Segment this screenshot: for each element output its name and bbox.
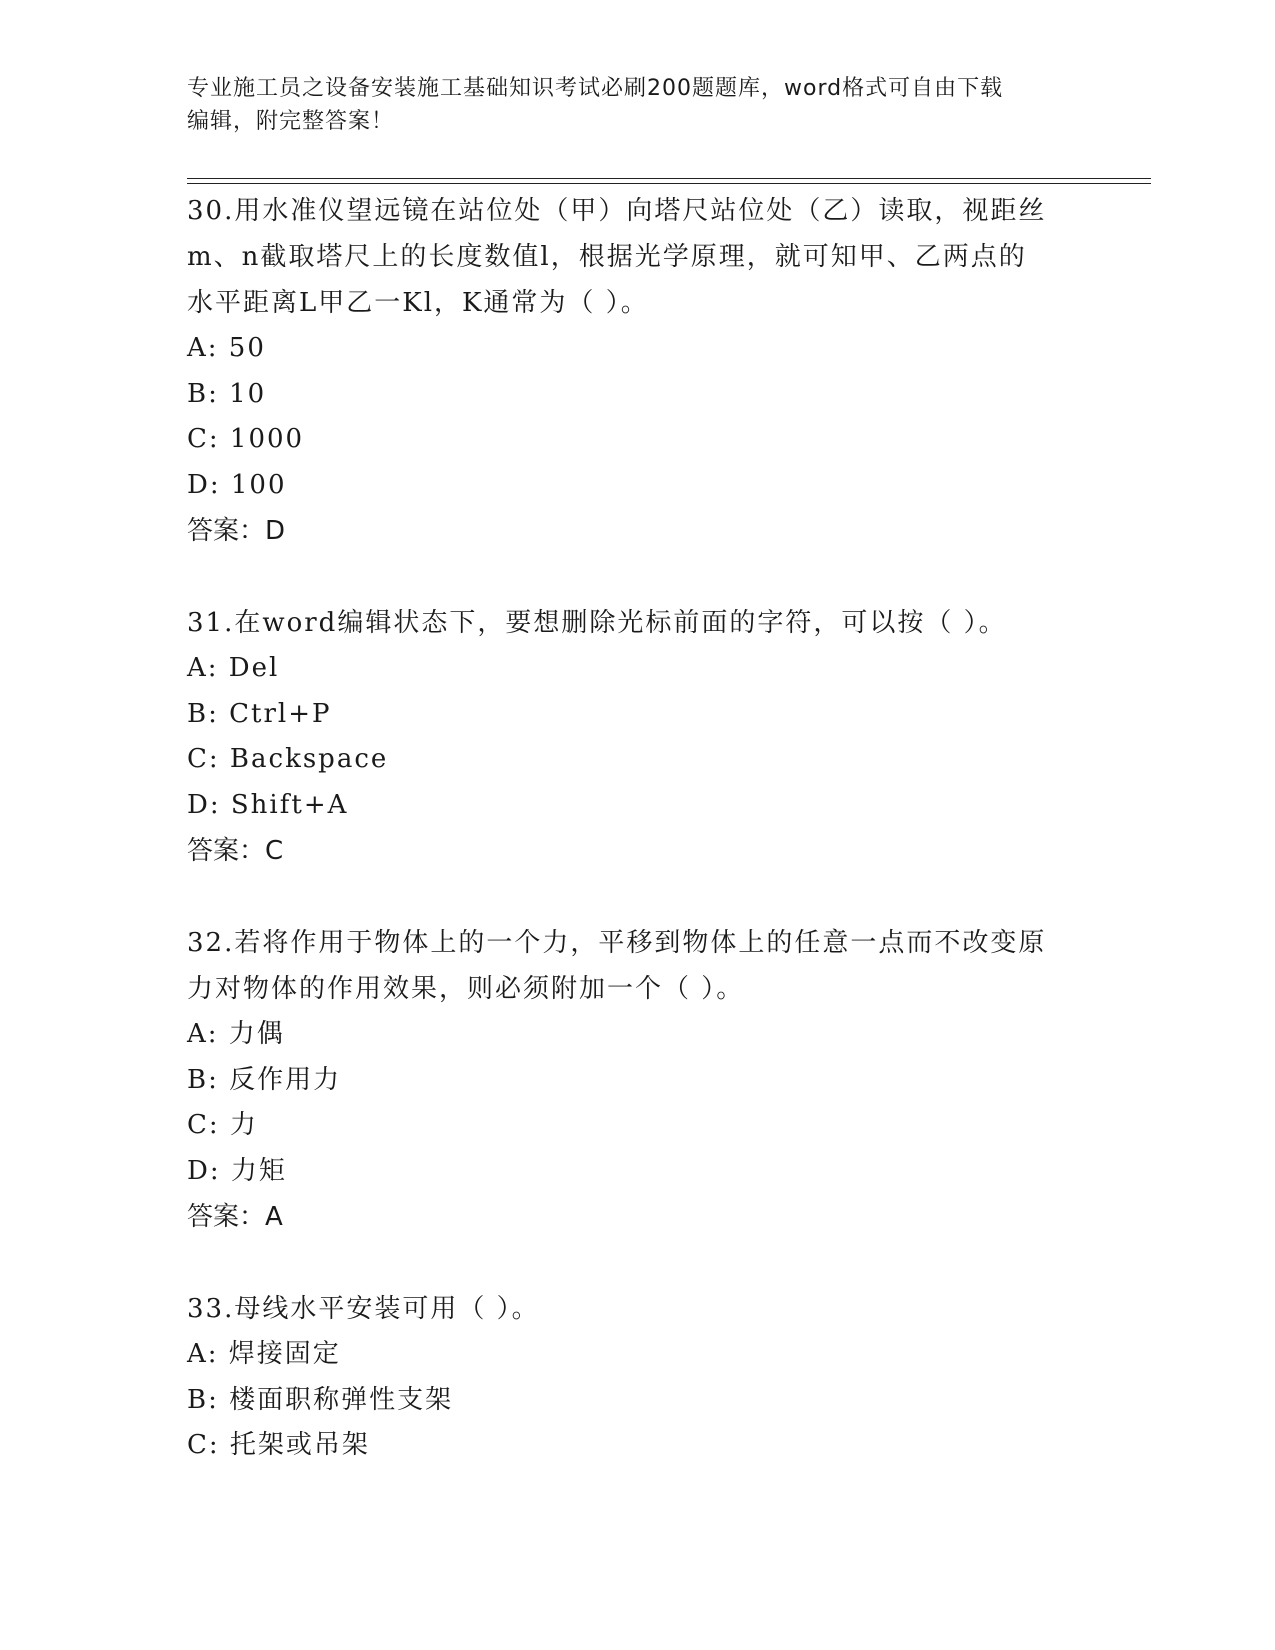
question-text-line: 力对物体的作用效果，则必须附加一个（ ）。 (187, 974, 745, 1004)
header-title-line-1: 专业施工员之设备安装施工基础知识考试必刷200题题库，word格式可自由下载 (187, 76, 1004, 101)
option-b: B: Ctrl+P (187, 698, 332, 729)
option-a: A: 力偶 (187, 1019, 285, 1049)
question-text-line: 32.若将作用于物体上的一个力，平移到物体上的任意一点而不改变原 (187, 928, 1047, 958)
question-text-line: 33.母线水平安装可用（ ）。 (187, 1294, 540, 1324)
option-d: D: 力矩 (187, 1155, 287, 1186)
option-a: A: Del (187, 653, 280, 683)
question-30 (187, 188, 1087, 554)
question-text-line: 30.用水准仪望远镜在站位处（甲）向塔尺站位处（乙）读取，视距丝 (187, 196, 1047, 226)
option-c: C: 1000 (187, 424, 305, 454)
answer-label: 答案：D (187, 516, 286, 546)
answer-label: 答案：A (187, 1202, 283, 1232)
option-d: D: Shift+A (187, 789, 349, 820)
question-32 (187, 920, 1087, 1240)
question-text-line: m、n截取塔尺上的长度数值l，根据光学原理，就可知甲、乙两点的 (187, 242, 1027, 272)
question-31 (187, 600, 1087, 874)
option-a: A: 焊接固定 (187, 1339, 341, 1369)
option-c: C: Backspace (187, 744, 389, 774)
option-b: B: 楼面职称弹性支架 (187, 1384, 454, 1415)
option-d: D: 100 (187, 469, 287, 500)
header-divider-top (187, 178, 1151, 179)
option-b: B: 10 (187, 378, 267, 409)
option-b: B: 反作用力 (187, 1064, 342, 1095)
question-text-line: 31.在word编辑状态下，要想删除光标前面的字符，可以按（ ）。 (187, 608, 1007, 638)
question-33 (187, 1286, 1087, 1469)
header-divider-bottom (187, 183, 1151, 184)
question-text-line: 水平距离L甲乙一Kl，K通常为（ ）。 (187, 288, 649, 318)
header-title-line-2: 编辑，附完整答案！ (187, 109, 395, 134)
question-list (187, 188, 1087, 1469)
option-a: A: 50 (187, 333, 266, 363)
answer-label: 答案：C (187, 836, 284, 866)
option-c: C: 力 (187, 1110, 258, 1140)
document-header (187, 72, 1087, 138)
option-c: C: 托架或吊架 (187, 1430, 370, 1460)
